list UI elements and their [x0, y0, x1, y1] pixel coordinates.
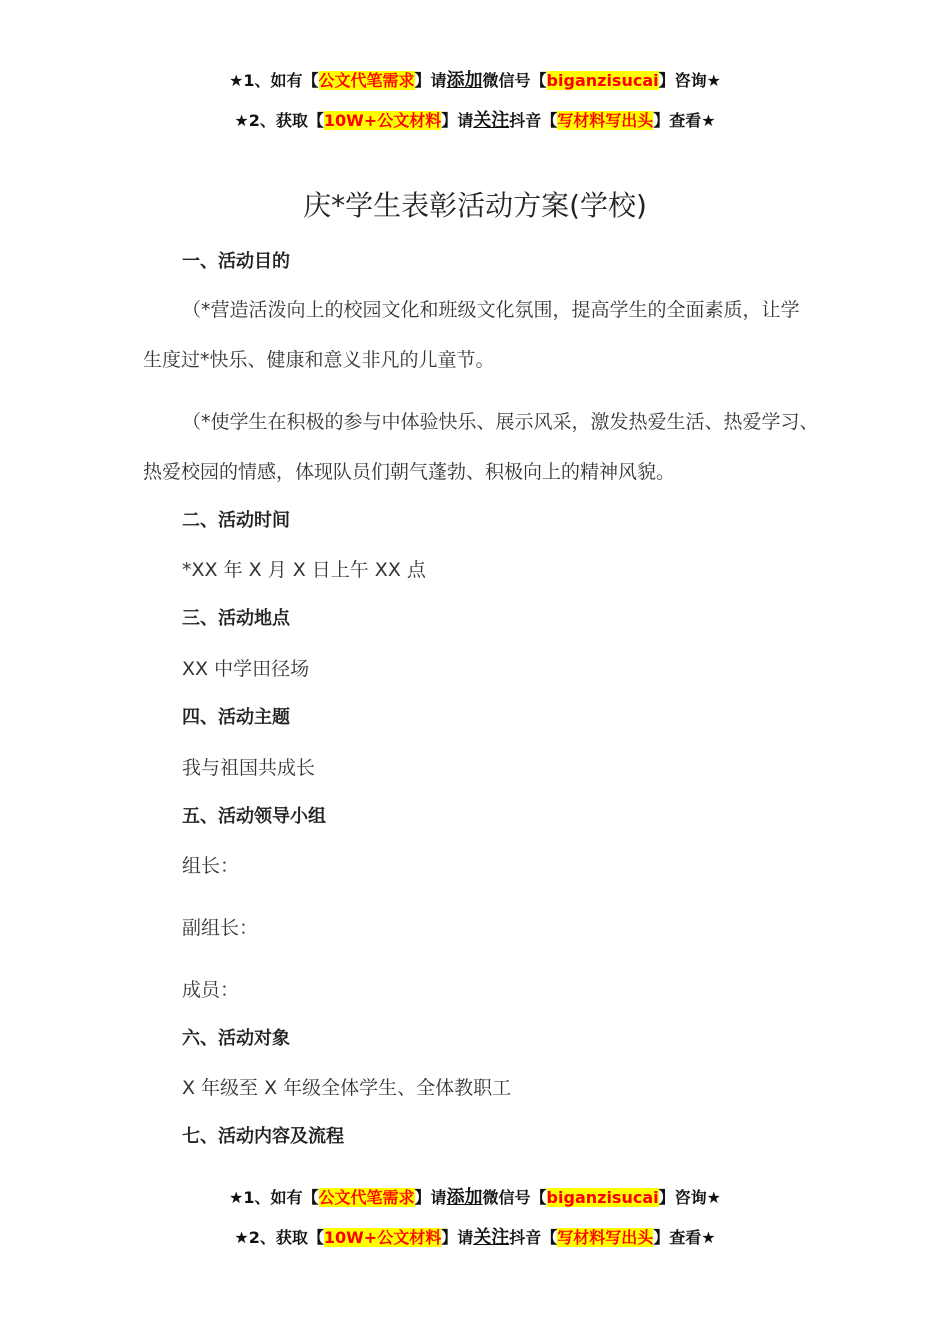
promo-text: ★1、如有【: [229, 1188, 319, 1207]
activity-time: *XX 年 X 月 X 日上午 XX 点: [182, 559, 426, 581]
promo-text: ★2、获取【: [234, 111, 324, 130]
promo-text: 】请: [441, 111, 474, 130]
promo-line-1-top: [0, 70, 950, 92]
promo-wechat-id: biganzisucai: [546, 1188, 659, 1207]
leader-label: 组长：: [182, 855, 240, 877]
promo-line-1-bottom: [0, 1187, 950, 1209]
section-heading-time: 二、活动时间: [182, 510, 290, 531]
activity-location: XX 中学田径场: [182, 658, 310, 680]
purpose-para-2-line-2: 热爱校园的情感，体现队员们朝气蓬勃、积极向上的精神风貌。: [143, 461, 676, 483]
promo-text: 】请: [441, 1228, 474, 1247]
section-heading-leadership: 五、活动领导小组: [182, 806, 326, 827]
promo-text: 】查看★: [653, 111, 716, 130]
purpose-para-2-line-1: （*使学生在积极的参与中体验快乐、展示风采，激发热爱生活、热爱学习、: [182, 411, 819, 433]
section-heading-location: 三、活动地点: [182, 608, 290, 629]
promo-underline: 关注: [473, 110, 510, 131]
section-heading-purpose: 一、活动目的: [182, 251, 290, 272]
promo-text: 】请: [414, 1188, 447, 1207]
purpose-para-1-line-2: 生度过*快乐、健康和意义非凡的儿童节。: [143, 349, 495, 371]
promo-highlight: 公文代笔需求: [318, 1188, 415, 1207]
promo-text: 微信号【: [482, 71, 547, 90]
promo-line-2-top: [0, 110, 950, 132]
promo-text: 微信号【: [482, 1188, 547, 1207]
promo-highlight: 10W+公文材料: [323, 111, 442, 130]
promo-highlight: 10W+公文材料: [323, 1228, 442, 1247]
promo-douyin-id: 写材料写出头: [557, 111, 654, 130]
section-heading-theme: 四、活动主题: [182, 707, 290, 728]
promo-underline: 添加: [446, 70, 483, 91]
promo-underline: 关注: [473, 1227, 510, 1248]
promo-text: ★1、如有【: [229, 71, 319, 90]
section-heading-content: 七、活动内容及流程: [182, 1126, 344, 1147]
document-title: 庆*学生表彰活动方案(学校): [303, 189, 647, 222]
activity-audience: X 年级至 X 年级全体学生、全体教职工: [182, 1077, 512, 1099]
promo-text: 】咨询★: [658, 71, 721, 90]
promo-text: 】查看★: [653, 1228, 716, 1247]
promo-text: 】咨询★: [658, 1188, 721, 1207]
members-label: 成员：: [182, 979, 240, 1001]
promo-text: 抖音【: [509, 1228, 558, 1247]
promo-text: 】请: [414, 71, 447, 90]
activity-theme: 我与祖国共成长: [182, 757, 316, 779]
promo-underline: 添加: [446, 1187, 483, 1208]
promo-text: 抖音【: [509, 111, 558, 130]
purpose-para-1-line-1: （*营造活泼向上的校园文化和班级文化氛围，提高学生的全面素质，让学: [182, 299, 800, 321]
section-heading-audience: 六、活动对象: [182, 1028, 290, 1049]
promo-text: ★2、获取【: [234, 1228, 324, 1247]
promo-highlight: 公文代笔需求: [318, 71, 415, 90]
promo-line-2-bottom: [0, 1227, 950, 1249]
promo-wechat-id: biganzisucai: [546, 71, 659, 90]
deputy-leader-label: 副组长：: [182, 917, 259, 939]
promo-douyin-id: 写材料写出头: [557, 1228, 654, 1247]
